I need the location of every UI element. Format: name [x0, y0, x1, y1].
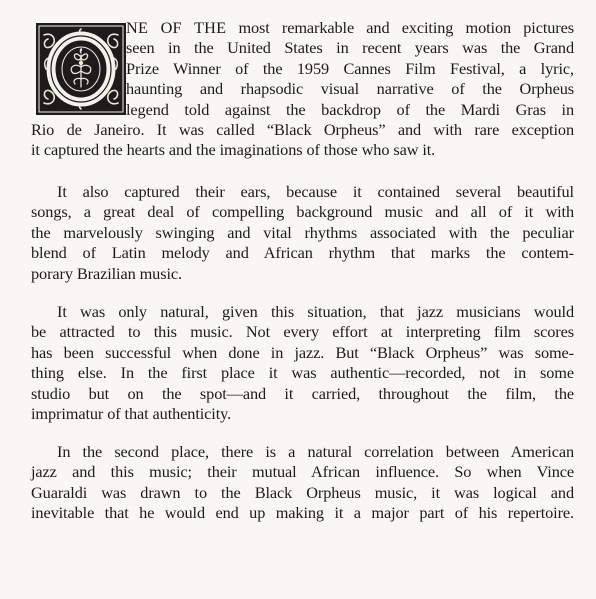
text-line: the marvelously swinging and vital rhythms associated with the peculiar — [31, 222, 574, 242]
text-line: thing else. In the first place it was authentic—recorded, not in some — [31, 363, 574, 383]
text-line: inevitable that he would end up making it a major part of his repertoire. — [31, 503, 574, 523]
text-line: Prize Winner of the 1959 Cannes Film Festival, a lyric, — [126, 58, 574, 78]
text-line: blend of Latin melody and African rhythm that marks the contem- — [31, 243, 574, 263]
text-line: Rio de Janeiro. It was called “Black Orpheus” and with rare exception — [31, 120, 574, 140]
paragraph-3 — [31, 302, 574, 424]
paragraph-1 — [31, 18, 574, 161]
text-line: imprimatur of that authenticity. — [31, 404, 232, 424]
paragraph-2 — [31, 182, 574, 284]
text-line: studio but on the spot—and it carried, throughout the film, the — [31, 383, 574, 403]
text-line: be attracted to this music. Not every effort at interpreting film scores — [31, 322, 574, 342]
text-line: It also captured their ears, because it contained several beautiful — [57, 182, 574, 201]
text-line — [31, 18, 574, 38]
text-run: most remarkable and exciting motion pictures — [226, 18, 574, 37]
text-line: jazz and this music; their mutual African influence. So when Vince — [31, 462, 574, 482]
text-line: In the second place, there is a natural correlation between American — [57, 442, 574, 461]
text-line: it captured the hearts and the imaginations of those who saw it. — [31, 140, 436, 160]
text-line: porary Brazilian music. — [31, 263, 182, 283]
text-line: haunting and rhapsodic visual narrative of the Orpheus — [126, 79, 574, 99]
text-line: has been successful when done in jazz. But “Black Orpheus” was some- — [31, 342, 574, 362]
text-line: seen in the United States in recent years was the Grand — [126, 38, 574, 58]
paragraph-4 — [31, 442, 574, 524]
opening-smallcaps: NE OF THE — [126, 18, 227, 37]
text-line: Guaraldi was drawn to the Black Orpheus music, it was logical and — [31, 482, 574, 502]
text-line: songs, a great deal of compelling background music and all of it with — [31, 202, 574, 222]
text-line: It was only natural, given this situation, that jazz musicians would — [57, 302, 574, 321]
text-line: legend told against the backdrop of the Mardi Gras in — [126, 99, 574, 119]
